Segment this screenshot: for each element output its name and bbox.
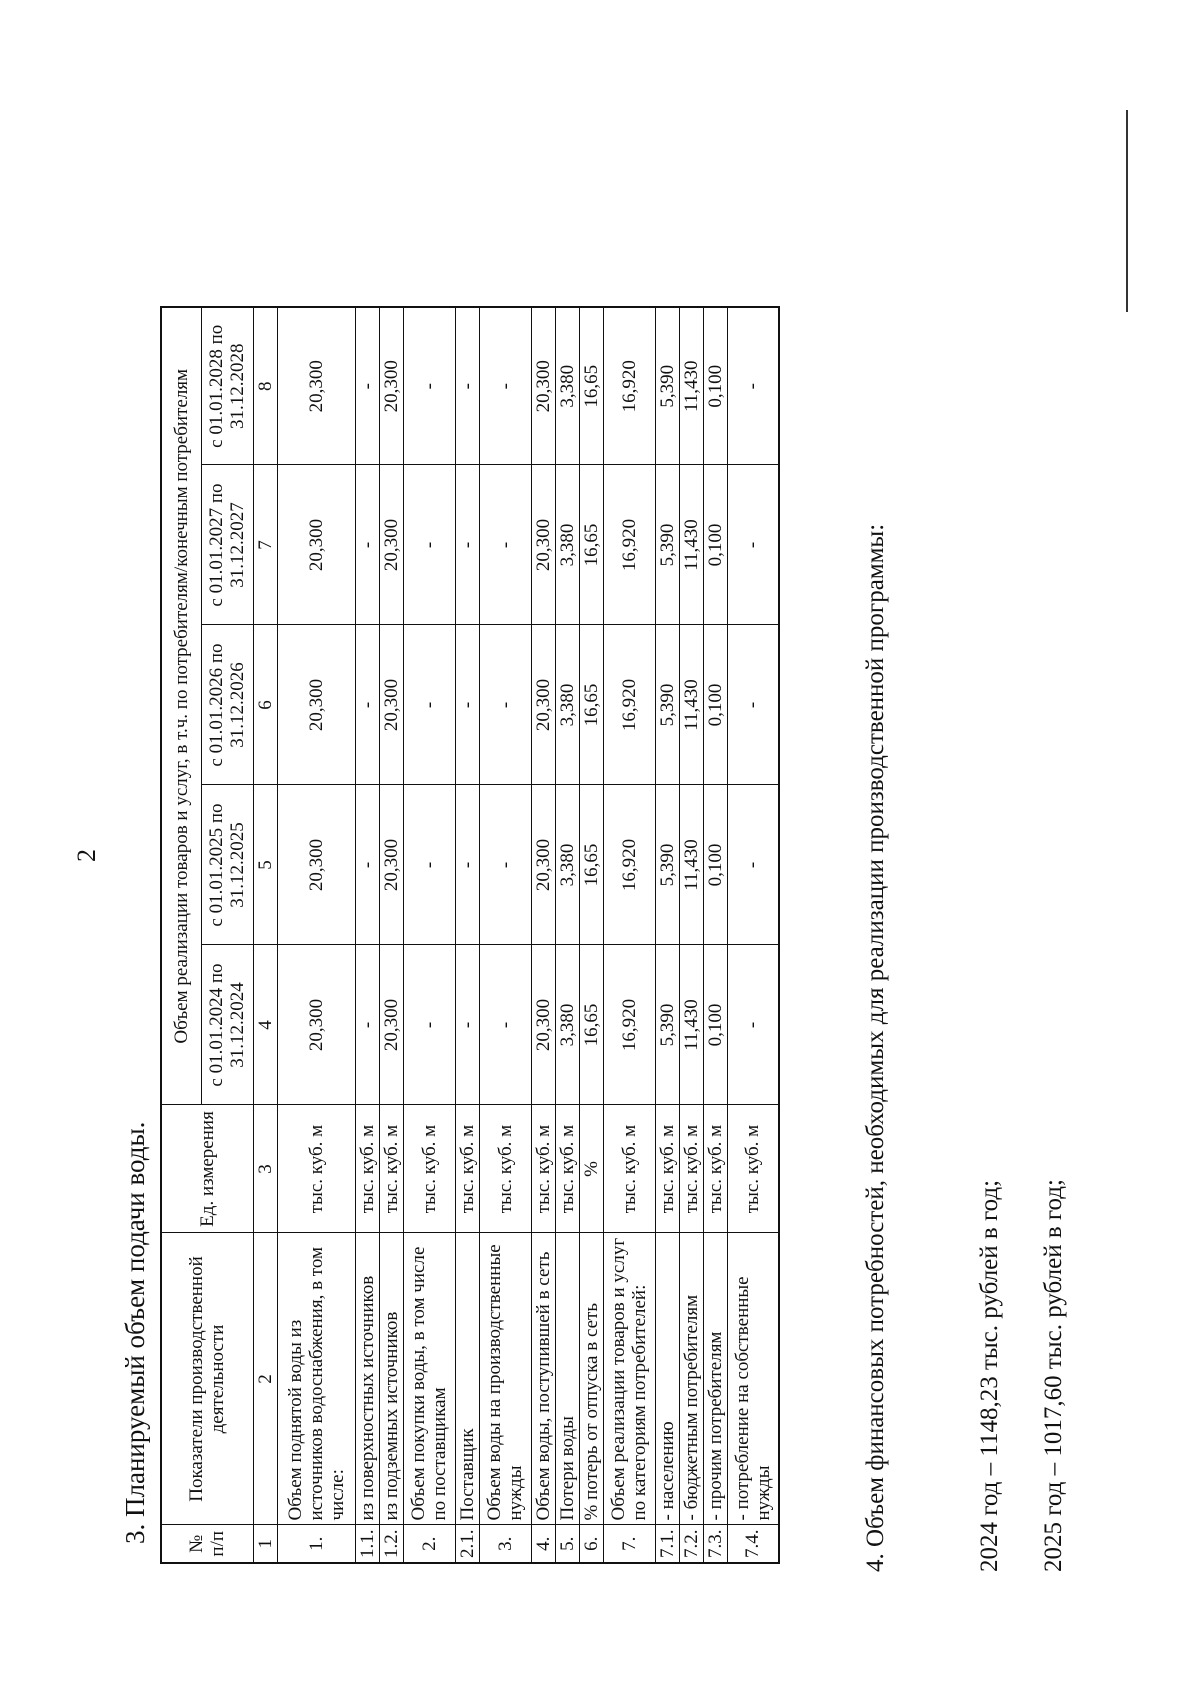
row-number: 1. — [277, 1525, 355, 1563]
row-value: 5,390 — [655, 307, 679, 465]
row-number: 2.1. — [455, 1525, 479, 1563]
row-unit: тыс. куб. м — [403, 1105, 455, 1233]
row-value: 16,920 — [603, 785, 655, 945]
row-value: - — [355, 945, 379, 1105]
row-value: 5,390 — [655, 945, 679, 1105]
row-value: 3,380 — [555, 945, 579, 1105]
table-row — [555, 307, 579, 1563]
row-value: 20,300 — [277, 465, 355, 625]
row-value: 16,65 — [579, 625, 603, 785]
page-number: 2 — [72, 849, 101, 862]
table-body — [277, 307, 779, 1563]
table-row — [355, 307, 379, 1563]
column-number: 4 — [253, 945, 277, 1105]
row-unit: тыс. куб. м — [479, 1105, 531, 1233]
column-number: 1 — [253, 1525, 277, 1563]
row-value: - — [727, 945, 779, 1105]
table-row — [379, 307, 403, 1563]
row-indicator: - прочим потребителям — [703, 1233, 727, 1525]
header-period: с 01.01.2025 по 31.12.2025 — [201, 785, 253, 945]
row-value: - — [727, 307, 779, 465]
row-value: - — [455, 785, 479, 945]
row-value: - — [455, 307, 479, 465]
row-value: 20,300 — [531, 945, 555, 1105]
table-row — [531, 307, 555, 1563]
header-period: с 01.01.2024 по 31.12.2024 — [201, 945, 253, 1105]
column-number: 5 — [253, 785, 277, 945]
row-value: - — [479, 625, 531, 785]
row-value: - — [355, 625, 379, 785]
header-unit: Ед. измерения — [161, 1105, 253, 1233]
row-value: 20,300 — [379, 307, 403, 465]
row-number: 7.4. — [727, 1525, 779, 1563]
section-3-title: 3. Планируемый объем подачи воды. — [120, 1121, 150, 1544]
row-value: 5,390 — [655, 625, 679, 785]
row-value: - — [403, 465, 455, 625]
row-indicator: - бюджетным потребителям — [679, 1233, 703, 1525]
table-row — [679, 307, 703, 1563]
row-value: 20,300 — [379, 625, 403, 785]
row-value: 0,100 — [703, 307, 727, 465]
row-value: - — [455, 625, 479, 785]
row-number: 7.1. — [655, 1525, 679, 1563]
row-value: 5,390 — [655, 785, 679, 945]
row-value: - — [455, 945, 479, 1105]
row-value: - — [455, 465, 479, 625]
row-indicator: из подземных источников — [379, 1233, 403, 1525]
row-value: 11,430 — [679, 625, 703, 785]
row-value: 3,380 — [555, 465, 579, 625]
header-volume-group: Объем реализации товаров и услуг, в т.ч. по потребителям/конечным потребителям — [161, 307, 201, 1105]
row-value: 20,300 — [277, 785, 355, 945]
row-number: 7.2. — [679, 1525, 703, 1563]
row-unit: тыс. куб. м — [455, 1105, 479, 1233]
row-value: - — [479, 945, 531, 1105]
row-number: 7.3. — [703, 1525, 727, 1563]
row-value: 0,100 — [703, 945, 727, 1105]
row-value: - — [727, 465, 779, 625]
table-row — [277, 307, 355, 1563]
row-indicator: Объем воды, поступившей в сеть — [531, 1233, 555, 1525]
row-number: 5. — [555, 1525, 579, 1563]
row-value: 11,430 — [679, 785, 703, 945]
row-value: 11,430 — [679, 465, 703, 625]
table-row — [727, 307, 779, 1563]
row-value: 20,300 — [379, 945, 403, 1105]
row-indicator: из поверхностных источников — [355, 1233, 379, 1525]
row-value: - — [355, 785, 379, 945]
row-number: 7. — [603, 1525, 655, 1563]
row-value: 0,100 — [703, 465, 727, 625]
row-unit: % — [579, 1105, 603, 1233]
row-unit: тыс. куб. м — [379, 1105, 403, 1233]
row-value: 3,380 — [555, 625, 579, 785]
row-value: - — [403, 945, 455, 1105]
row-value: 20,300 — [277, 945, 355, 1105]
row-indicator: Поставщик — [455, 1233, 479, 1525]
row-unit: тыс. куб. м — [555, 1105, 579, 1233]
row-unit: тыс. куб. м — [727, 1105, 779, 1233]
section-4-text: 4. Объем финансовых потребностей, необходимых для реализации производственной программы: — [862, 523, 889, 1572]
table-row — [455, 307, 479, 1563]
row-value: 16,65 — [579, 945, 603, 1105]
column-number: 2 — [253, 1233, 277, 1525]
row-value: 16,920 — [603, 465, 655, 625]
row-value: - — [479, 307, 531, 465]
table-row — [403, 307, 455, 1563]
row-value: 0,100 — [703, 625, 727, 785]
finance-line-2024: 2024 год – 1148,23 тыс. рублей в год; — [976, 1179, 1003, 1572]
header-period: с 01.01.2027 по 31.12.2027 — [201, 465, 253, 625]
row-indicator: % потерь от отпуска в сеть — [579, 1233, 603, 1525]
row-value: - — [727, 785, 779, 945]
row-value: - — [355, 307, 379, 465]
row-value: 20,300 — [531, 785, 555, 945]
row-number: 1.2. — [379, 1525, 403, 1563]
table-row — [703, 307, 727, 1563]
row-value: 20,300 — [277, 307, 355, 465]
row-number: 4. — [531, 1525, 555, 1563]
row-value: - — [727, 625, 779, 785]
row-indicator: - населению — [655, 1233, 679, 1525]
row-value: - — [403, 625, 455, 785]
row-value: - — [403, 785, 455, 945]
column-number: 8 — [253, 307, 277, 465]
column-numbers-row — [253, 307, 277, 1563]
table-row — [655, 307, 679, 1563]
row-indicator: Объем реализации товаров и услуг по категориям потребителей: — [603, 1233, 655, 1525]
row-value: 3,380 — [555, 307, 579, 465]
row-unit: тыс. куб. м — [703, 1105, 727, 1233]
row-value: - — [403, 307, 455, 465]
finance-line-2025: 2025 год – 1017,60 тыс. рублей в год; — [1040, 1179, 1067, 1572]
row-indicator: Объем покупки воды, в том числе по поставщикам — [403, 1233, 455, 1525]
row-indicator: Объем поднятой воды из источников водоснабжения, в том числе: — [277, 1233, 355, 1525]
row-number: 2. — [403, 1525, 455, 1563]
row-value: 20,300 — [531, 465, 555, 625]
row-value: 16,920 — [603, 945, 655, 1105]
row-value: 16,65 — [579, 465, 603, 625]
row-value: 20,300 — [379, 465, 403, 625]
header-num: № п/п — [161, 1525, 253, 1563]
row-value: - — [479, 785, 531, 945]
header-period: с 01.01.2028 по 31.12.2028 — [201, 307, 253, 465]
row-indicator: Потери воды — [555, 1233, 579, 1525]
row-unit: тыс. куб. м — [603, 1105, 655, 1233]
row-indicator: - потребление на собственные нужды — [727, 1233, 779, 1525]
row-indicator: Объем воды на производственные нужды — [479, 1233, 531, 1525]
row-value: 3,380 — [555, 785, 579, 945]
row-unit: тыс. куб. м — [531, 1105, 555, 1233]
row-value: 11,430 — [679, 307, 703, 465]
header-period: с 01.01.2026 по 31.12.2026 — [201, 625, 253, 785]
row-value: 16,920 — [603, 307, 655, 465]
row-value: - — [355, 465, 379, 625]
row-value: 11,430 — [679, 945, 703, 1105]
row-value: 20,300 — [531, 307, 555, 465]
row-value: 20,300 — [531, 625, 555, 785]
row-number: 6. — [579, 1525, 603, 1563]
row-value: 5,390 — [655, 465, 679, 625]
row-unit: тыс. куб. м — [355, 1105, 379, 1233]
column-number: 3 — [253, 1105, 277, 1233]
header-indicator: Показатели производственной деятельности — [161, 1233, 253, 1525]
row-unit: тыс. куб. м — [277, 1105, 355, 1233]
row-unit: тыс. куб. м — [679, 1105, 703, 1233]
row-value: 0,100 — [703, 785, 727, 945]
row-value: 16,65 — [579, 785, 603, 945]
table-row — [579, 307, 603, 1563]
column-number: 7 — [253, 465, 277, 625]
table-row — [603, 307, 655, 1563]
row-number: 1.1. — [355, 1525, 379, 1563]
header-row — [161, 307, 201, 1563]
water-supply-table — [160, 306, 780, 1564]
table-row — [479, 307, 531, 1563]
row-value: 16,920 — [603, 625, 655, 785]
row-number: 3. — [479, 1525, 531, 1563]
row-value: - — [479, 465, 531, 625]
row-value: 20,300 — [277, 625, 355, 785]
row-value: 16,65 — [579, 307, 603, 465]
row-value: 20,300 — [379, 785, 403, 945]
column-number: 6 — [253, 625, 277, 785]
edge-mark-line — [1126, 110, 1128, 312]
row-unit: тыс. куб. м — [655, 1105, 679, 1233]
